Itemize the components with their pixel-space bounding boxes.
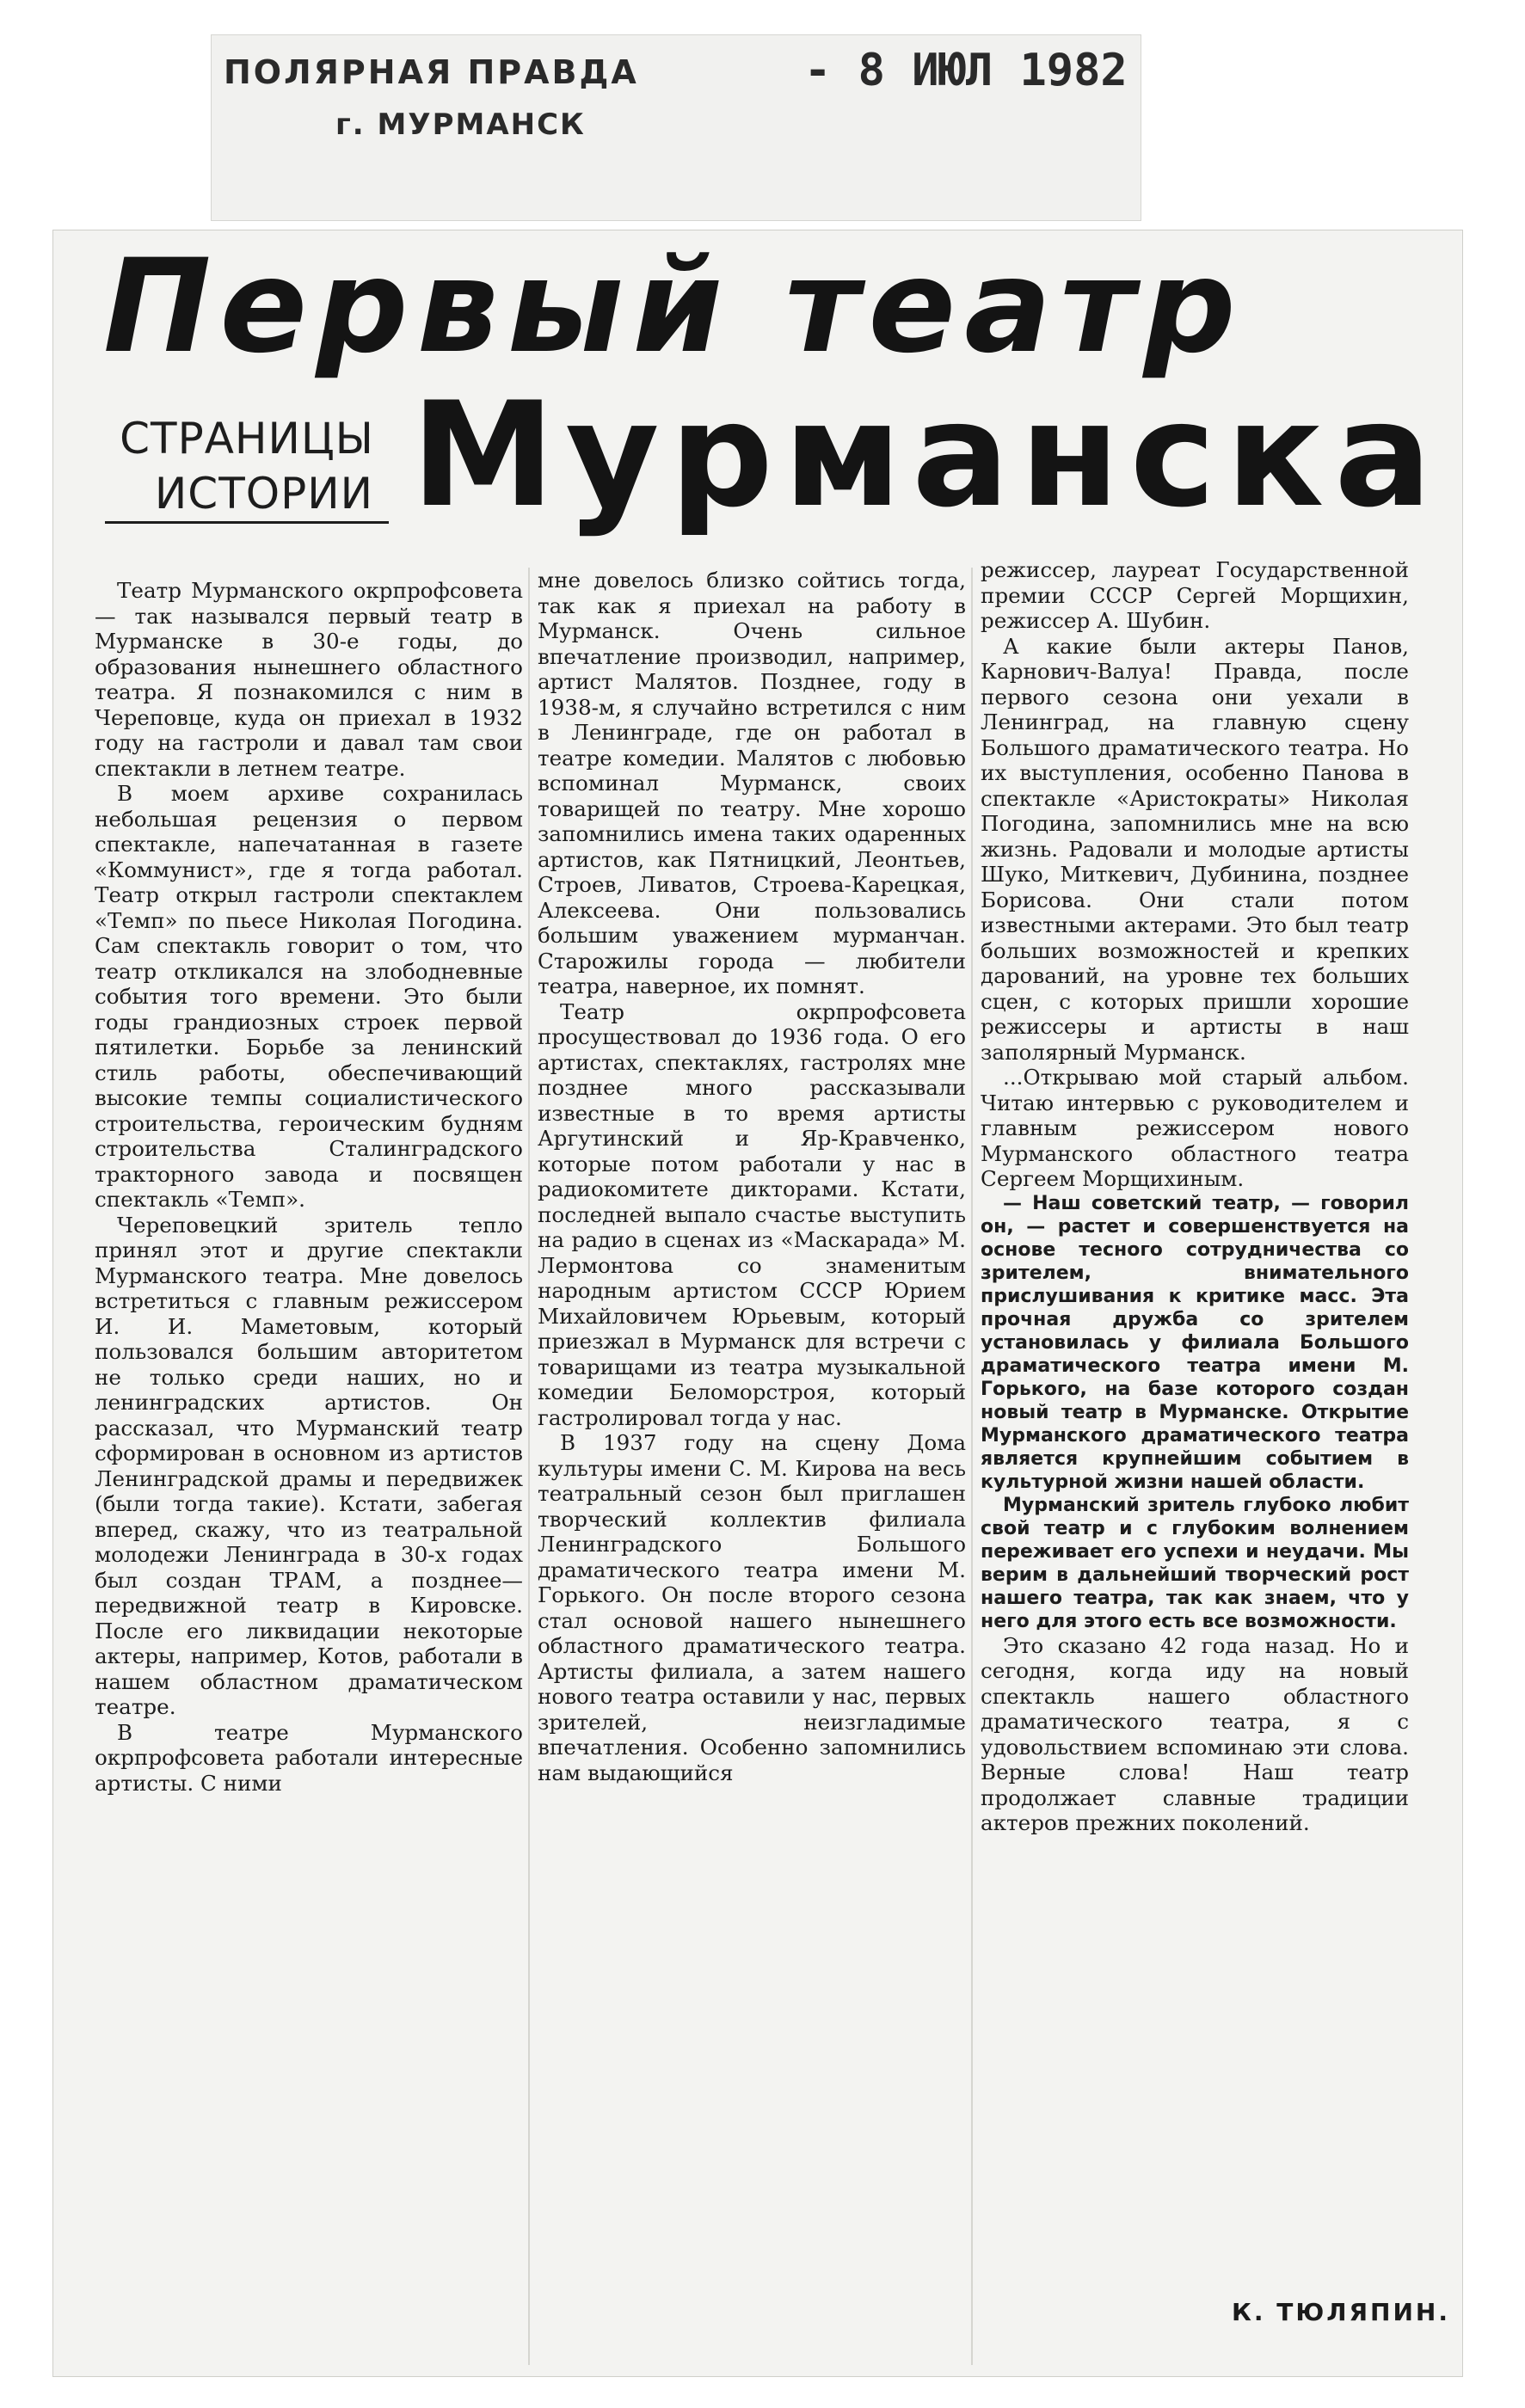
paragraph: Череповецкий зритель тепло принял этот и другие спектакли Мурманского театра. Мне довелось встретиться с главным режиссером И. И. Маметовым, который пользовался большим авторитетом не только среди наших, но и ленинградских артистов. Он рассказал, что Мурманский театр сформирован в основном из артистов Ленинградской драмы и передвижек (были тогда такие). Кстати, забегая вперед, скажу, что из театральной молодежи Ленинграда в 30-х годах был создан ТРАМ, а позднее—передвижной театр в Кировске. После его ликвидации некоторые актеры, например, Котов, работали в нашем областном драматическом театре. — [95, 1212, 523, 1719]
article-column-3 — [981, 557, 1409, 1836]
author-signature: К. ТЮЛЯПИН. — [1232, 2298, 1450, 2326]
article-column-2 — [538, 568, 966, 1785]
column-divider — [971, 568, 973, 2365]
newspaper-name: ПОЛЯРНАЯ ПРАВДА — [224, 53, 639, 91]
paragraph: Театр окрпрофсовета просуществовал до 1936 года. О его артистах, спектаклях, гастролях мне позднее много рассказывали известные в то время артисты Аргутинский и Яр-Кравченко, которые потом работали у нас в радиокомитете дикторами. Кстати, последней выпало счастье выступить на радио в сценах из «Маскарада» М. Лермонтова со знаменитым народным артистом СССР Юрием Михайловичем Юрьевым, который приезжал в Мурманск для встречи с товарищами из театра музыкальной комедии Беломорстроя, который гастролировал тогда у нас. — [538, 998, 966, 1430]
section-kicker — [105, 411, 389, 524]
kicker-line-2: ИСТОРИИ — [105, 466, 389, 524]
paragraph: ...Открываю мой старый альбом. Читаю интервью с руководителем и главным режиссером нового Мурманского областного театра Сергеем Морщихиным. — [981, 1065, 1409, 1191]
stamp-date: - 8 ИЮЛ 1982 — [804, 45, 1128, 96]
kicker-line-1: СТРАНИЦЫ — [120, 414, 374, 464]
paragraph: мне довелось близко сойтись тогда, так как я приехал на работу в Мурманск. Очень сильное впечатление производил, например, артист Малятов. Позднее, году в 1938-м, я случайно встретился с ним в Ленинграде, где он работал в театре комедии. Малятов с любовью вспоминал Мурманск, своих товарищей по театру. Мне хорошо запомнились имена таких одаренных артистов, как Пятницкий, Леонтьев, Строев, Ливатов, Строева-Карецкая, Алексеева. Они пользовались большим уважением мурманчан. Старожилы города — любители театра, наверное, их помнят. — [538, 568, 966, 998]
column-divider — [528, 568, 530, 2365]
interview-quote: Мурманский зритель глубоко любит свой театр и с глубоким волнением переживает его успехи и неудачи. Мы верим в дальнейший творческий рост нашего театра, так как знаем, что у него для этого есть все возможности. — [981, 1494, 1409, 1632]
paragraph: В театре Мурманского окрпрофсовета работали интересные артисты. С ними — [95, 1719, 523, 1796]
article-column-1 — [95, 578, 523, 1796]
headline-line-1: Первый театр — [103, 232, 1245, 382]
paragraph: режиссер, лауреат Государственной премии СССР Сергей Морщихин, режиссер А. Шубин. — [981, 557, 1409, 633]
paragraph: Это сказано 42 года назад. Но и сегодня, когда иду на новый спектакль нашего областного драматического театра, я с удовольствием вспоминаю эти слова. Верные слова! Наш театр продолжает славные традиции актеров прежних поколений. — [981, 1632, 1409, 1835]
paragraph: В 1937 году на сцену Дома культуры имени С. М. Кирова на весь театральный сезон был приглашен творческий коллектив филиала Ленинградского Большого драматического театра имени М. Горького. Он после второго сезона стал основой нашего нынешнего областного драматического театра. Артисты филиала, а затем нашего нового театра оставили у нас, первых зрителей, неизгладимые впечатления. Особенно запомнились нам выдающийся — [538, 1430, 966, 1785]
paragraph: Театр Мурманского окрпрофсовета — так назывался первый театр в Мурманске в 30-е годы, до образования нынешнего областного театра. Я познакомился с ним в Череповце, куда он приехал в 1932 году на гастроли и давал там свои спектакли в летнем театре. — [95, 578, 523, 781]
interview-quote: — Наш советский театр, — говорил он, — растет и совершенствуется на основе тесного сотрудничества со зрителем, внимательного прислушивания к критике масс. Эта прочная дружба со зрителем установилась у филиала Большого драматического театра имени М. Горького, на базе которого создан новый театр в Мурманске. Открытие Мурманского драматического театра является крупнейшим событием в культурной жизни нашей области. — [981, 1192, 1409, 1493]
newspaper-city: г. МУРМАНСК — [335, 108, 586, 142]
headline-line-2: Мурманска — [411, 371, 1442, 539]
paragraph: В моем архиве сохранилась небольшая рецензия о первом спектакле, напечатанная в газете «Коммунист», где я тогда работал. Театр открыл гастроли спектаклем «Темп» по пьесе Николая Погодина. Сам спектакль говорит о том, что театр откликался на злободневные события того времени. Это были годы грандиозных строек первой пятилетки. Борьбе за ленинский стиль работы, обеспечивающий высокие темпы социалистического строительства, героическим будням строительства Сталинградского тракторного завода и посвящен спектакль «Темп». — [95, 781, 523, 1212]
paragraph: А какие были актеры Панов, Карнович-Валуа! Правда, после первого сезона они уехали в Ленинград, на главную сцену Большого драматического театра. Но их выступления, особенно Панова в спектакле «Аристократы» Николая Погодина, запомнились мне на всю жизнь. Радовали и молодые артисты Шуко, Миткевич, Дубинина, позднее Борисова. Они стали потом известными актерами. Это был театр больших возможностей и крепких дарований, на уровне тех больших сцен, с которых пришли хорошие режиссеры и артисты в наш заполярный Мурманск. — [981, 633, 1409, 1065]
